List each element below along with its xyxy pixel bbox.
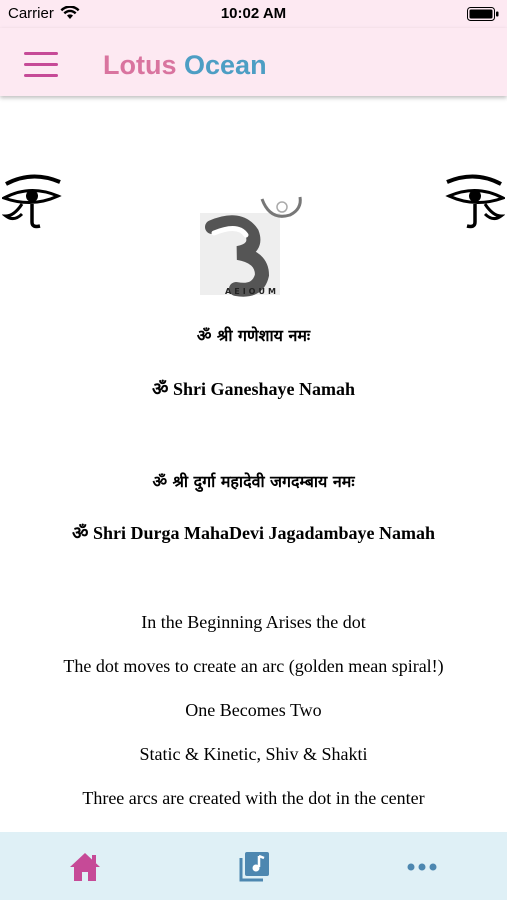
app-title-ocean: Ocean [184,50,267,80]
verse-line: The dot moves to create an arc (golden mean spiral!) [63,656,444,676]
verse-line: In the Beginning Arises the dot [141,612,366,632]
menu-icon[interactable] [24,52,58,78]
durga-mantra-transliteration: ॐ Shri Durga MahaDevi Jagadambaye Namah [72,523,435,543]
battery-icon [467,7,499,21]
navigation-bar [0,28,507,96]
content-scroll-area[interactable] [0,96,507,832]
ganesh-mantra-devanagari: ॐ श्री गणेशाय नमः [196,326,311,345]
home-icon[interactable] [68,850,102,884]
logo-text: AEIOUM [225,287,279,296]
tab-bar [0,832,507,900]
music-library-icon[interactable] [237,850,271,884]
eye-of-horus-icon [445,170,505,230]
more-icon[interactable] [405,850,439,884]
app-title-lotus: Lotus [103,50,177,80]
clock: 10:02 AM [220,5,287,22]
ganesh-mantra-transliteration: ॐ Shri Ganeshaye Namah [152,379,355,399]
carrier-label: Carrier [8,5,54,22]
aeioum-om-symbol [200,193,304,297]
durga-mantra-devanagari: ॐ श्री दुर्गा महादेवी जगदम्बाय नमः [152,472,355,491]
status-bar [0,0,507,28]
verse-line: Three arcs are created with the dot in the center [82,788,425,808]
verse-line: One Becomes Two [185,700,322,720]
aeioum-logo [200,193,304,297]
app-title [103,50,267,81]
verse-line: Static & Kinetic, Shiv & Shakti [139,744,368,764]
eye-of-horus-icon [2,170,62,230]
